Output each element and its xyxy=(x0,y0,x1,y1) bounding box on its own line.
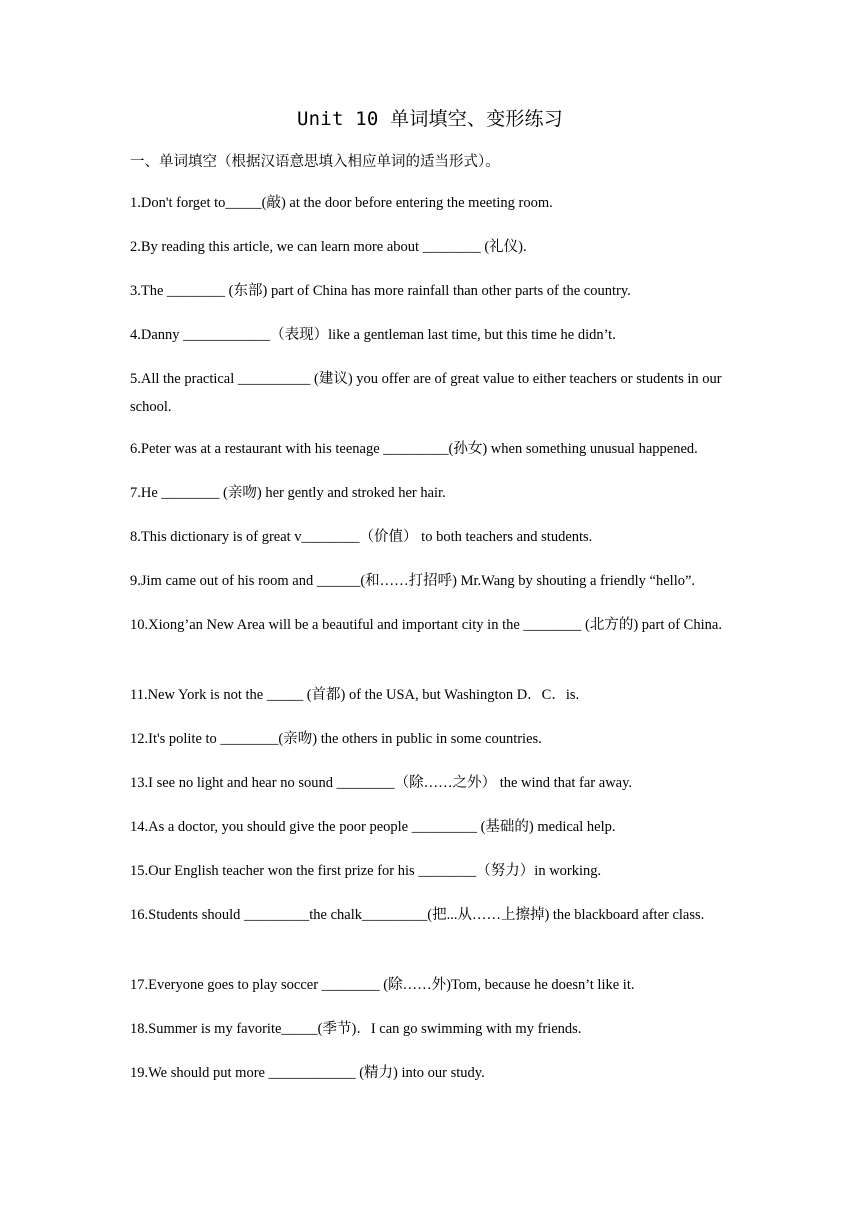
question-12: 12.It's polite to ________(亲吻) the others in public in some countries. xyxy=(130,731,542,747)
question-19: 19.We should put more ____________ (精力) into our study. xyxy=(130,1065,485,1081)
question-4: 4.Danny ____________（表现）like a gentleman last time, but this time he didn’t. xyxy=(130,327,616,343)
question-9: 9.Jim came out of his room and ______(和……打招呼) Mr.Wang by shouting a friendly “hello”. xyxy=(130,573,696,589)
question-3: 3.The ________ (东部) part of China has more rainfall than other parts of the country. xyxy=(130,283,631,299)
question-16: 16.Students should _________the chalk_________(把...从……上擦掉) the blackboard after class. xyxy=(130,907,705,923)
question-14: 14.As a doctor, you should give the poor people _________ (基础的) medical help. xyxy=(130,819,616,835)
question-2: 2.By reading this article, we can learn more about ________ (礼仪). xyxy=(130,239,527,255)
question-7: 7.He ________ (亲吻) her gently and stroked her hair. xyxy=(130,485,446,501)
question-13: 13.I see no light and hear no sound ________（除……之外） the wind that far away. xyxy=(130,775,633,791)
question-18: 18.Summer is my favorite_____(季节)．I can go swimming with my friends. xyxy=(130,1021,582,1037)
question-1: 1.Don't forget to_____(敲) at the door before entering the meeting room. xyxy=(130,195,553,211)
question-8: 8.This dictionary is of great v________（价值） to both teachers and students. xyxy=(130,529,593,545)
section-heading: 一、单词填空（根据汉语意思填入相应单词的适当形式）。 xyxy=(130,154,500,170)
question-10: 10.Xiong’an New Area will be a beautiful and important city in the ________ (北方的) part of China. xyxy=(130,617,722,633)
question-17: 17.Everyone goes to play soccer ________ (除……外)Tom, because he doesn’t like it. xyxy=(130,977,635,993)
question-11: 11.New York is not the _____ (首都) of the USA, but Washington D．C．is. xyxy=(130,687,580,703)
question-5: 5.All the practical __________ (建议) you offer are of great value to either teachers or students in our school. xyxy=(130,371,726,415)
page-title: Unit 10 单词填空、变形练习 xyxy=(297,108,563,130)
question-15: 15.Our English teacher won the first prize for his ________（努力）in working. xyxy=(130,863,602,879)
question-6: 6.Peter was at a restaurant with his teenage _________(孙女) when something unusual happened. xyxy=(130,441,698,457)
